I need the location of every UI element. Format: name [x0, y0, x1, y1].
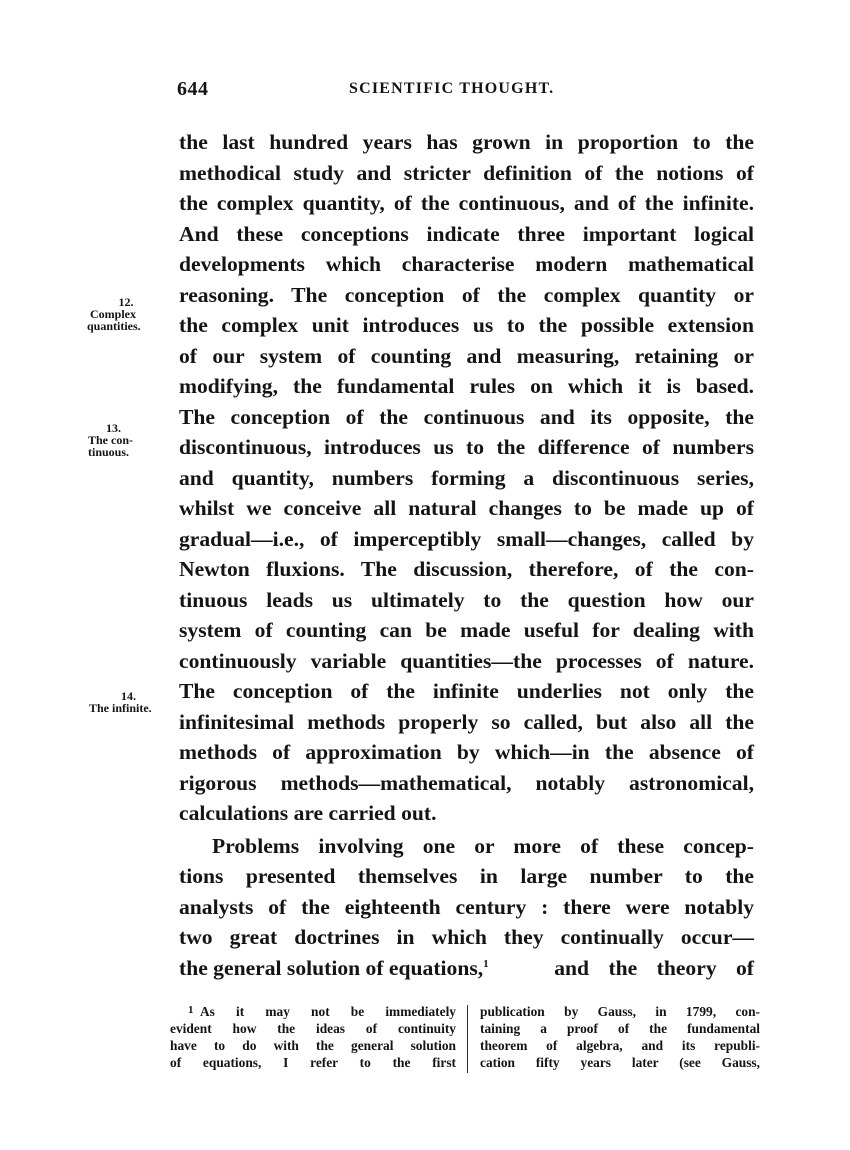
text-line: the last hundred years has grown in proportion to the — [179, 130, 754, 154]
text-line: two great doctrines in which they continually occur— — [179, 925, 754, 949]
text-line: of our system of counting and measuring, retaining or — [179, 343, 754, 368]
margin-note-number: 13. — [106, 421, 121, 435]
page-number: 644 — [177, 78, 209, 100]
text-line: calculations are carried out. — [179, 801, 437, 825]
footnote-column-divider — [467, 1005, 468, 1073]
text-line: And these conceptions indicate three important logical — [179, 221, 754, 246]
text-line-with-footnote — [179, 953, 754, 984]
text-line: modifying, the fundamental rules on which it is based. — [179, 374, 754, 398]
footnote-line: have to do with the general solution — [170, 1038, 456, 1053]
text-line: methods of approximation by which—in the absence of — [179, 740, 754, 764]
footnote-line: theorem of algebra, and its republi- — [480, 1038, 760, 1053]
text-line: The conception of the continuous and its opposite, the — [179, 404, 754, 429]
margin-note-infinite — [89, 690, 179, 714]
margin-note-complex-quantities — [87, 296, 165, 332]
text-line: The conception of the infinite underlies not only the — [179, 679, 754, 703]
margin-note-number: 12. — [118, 295, 134, 309]
text-line: methodical study and stricter definition of the notions of — [179, 160, 754, 185]
footnote-column-right — [480, 1003, 760, 1071]
body-text — [179, 127, 754, 983]
text-line: reasoning. The conception of the complex quantity or — [179, 282, 754, 307]
text-line: system of counting can be made useful for dealing with — [179, 618, 754, 642]
text-line: Problems involving one or more of these concep- — [212, 833, 754, 858]
text-segment-after-footnote: and the theory of — [554, 955, 754, 980]
margin-note-line: Complex — [90, 307, 136, 321]
footnote-line: evident how the ideas of continuity — [170, 1021, 456, 1036]
text-line: rigorous methods—mathematical, notably astronomical, — [179, 770, 754, 795]
text-segment — [179, 953, 489, 984]
text-line: tinuous leads us ultimately to the question how our — [179, 587, 754, 612]
text-line: whilst we conceive all natural changes to be made up of — [179, 496, 754, 520]
footnote-line: publication by Gauss, in 1799, con- — [480, 1004, 760, 1019]
running-title: SCIENTIFIC THOUGHT. — [349, 80, 555, 97]
margin-note-continuous — [86, 422, 158, 458]
text-line: discontinuous, introduces us to the difference of numbers — [179, 435, 754, 459]
text-line: analysts of the eighteenth century : there were notably — [179, 894, 754, 919]
text-segment-before-footnote: the general solution of equations, — [179, 955, 484, 980]
text-line: infinitesimal methods properly so called, but also all the — [179, 709, 754, 734]
text-line: tions presented themselves in large number to the — [179, 864, 754, 888]
footnote-column-left — [170, 1003, 456, 1071]
margin-note-line: tinuous. — [88, 445, 130, 459]
text-line: the complex quantity, of the continuous, and of the infinite. — [179, 191, 754, 215]
footnote-reference[interactable]: 1 — [483, 957, 489, 970]
text-line: gradual—i.e., of imperceptibly small—changes, called by — [179, 526, 754, 551]
footnote-line: taining a proof of the fundamental — [480, 1021, 760, 1036]
margin-note-line: The infinite. — [89, 701, 152, 715]
margin-note-line: The con- — [88, 433, 133, 447]
text-line: continuously variable quantities—the processes of nature. — [179, 648, 754, 673]
margin-note-line: quantities. — [87, 319, 141, 333]
text-line: and quantity, numbers forming a discontinuous series, — [179, 465, 754, 490]
footnote-line: of equations, I refer to the first — [170, 1055, 456, 1070]
footnote-text: As it may not be immediately — [200, 1004, 456, 1019]
text-line: Newton fluxions. The discussion, therefore, of the con- — [179, 557, 754, 581]
text-line: the complex unit introduces us to the possible extension — [179, 313, 754, 337]
footnote-line: 1 As it may not be immediately — [188, 1004, 456, 1019]
footnote-line: cation fifty years later (see Gauss, — [480, 1055, 760, 1070]
margin-note-number: 14. — [121, 689, 136, 703]
text-line: developments which characterise modern mathematical — [179, 252, 754, 276]
